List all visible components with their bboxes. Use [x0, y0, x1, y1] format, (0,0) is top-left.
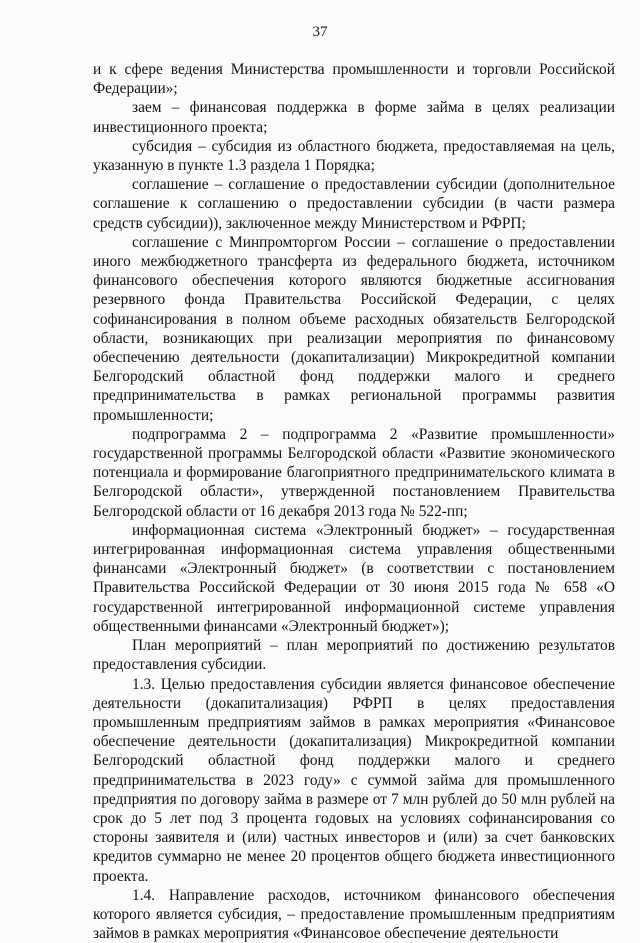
- paragraph-continuation: и к сфере ведения Министерства промышленности и торговли Российской Федерации»;: [93, 61, 615, 98]
- definition-agreement-minpromtorg: соглашение с Минпромторгом России – соглашение о предоставлении иного межбюджетного трансферта из федерального бюджета, источником финансового обеспечения которого являются бюджетные ассигнования резервного фонда Правительства Российской Федерации, с целях софинансирования в полном объеме расходных обязательств Белгородской области, возникающих при реализации мероприятия по финансовому обеспечению деятельности (докапитализации) Микрокредитной компании Белгородский областной фонд поддержки малого и среднего предпринимательства в рамках региональной программы развития промышленности;: [93, 233, 615, 424]
- section-1-3-purpose: 1.3. Целью предоставления субсидии является финансовое обеспечение деятельности (докапитализация) РФРП в целях предоставления промышленным предприятиям займов в рамках мероприятия «Финансовое обеспечение деятельности (докапитализация) Микрокредитной компании Белгородский областной фонд поддержки малого и среднего предпринимательства в 2023 году» с суммой займа для промышленного предприятия по договору займа в размере от 7 млн рублей до 50 млн рублей на срок до 5 лет под 3 процента годовых на условиях софинансирования со стороны заявителя и (или) частных инвесторов и (или) за счет банковских кредитов суммарно не менее 20 процентов общего бюджета инвестиционного проекта.: [93, 675, 615, 885]
- definition-subsidy: субсидия – субсидия из областного бюджета, предоставляемая на цель, указанную в пункте 1.3 раздела 1 Порядка;: [93, 137, 615, 175]
- page-number: 37: [312, 24, 328, 40]
- document-body: [93, 60, 615, 943]
- definition-action-plan: План мероприятий – план мероприятий по достижению результатов предоставления субсидии.: [93, 637, 615, 674]
- section-1-4-direction: 1.4. Направление расходов, источником финансового обеспечения которого является субсидия, – предоставление промышленным предприятиям займов в рамках мероприятия «Финансовое обеспечение деятельности: [93, 886, 615, 943]
- definition-subprogram-2: подпрограмма 2 – подпрограмма 2 «Развитие промышленности» государственной программы Белгородской области «Развитие экономического потенциала и формирование благоприятного предпринимательского климата в Белгородской области», утвержденной постановлением Правительства Белгородской области от 16 декабря 2013 года № 522-пп;: [93, 425, 615, 520]
- definition-loan: заем – финансовая поддержка в форме займа в целях реализации инвестиционного проекта;: [93, 99, 615, 136]
- definition-electronic-budget: информационная система «Электронный бюджет» – государственная интегрированная информационная система управления общественными финансами «Электронный бюджет» (в соответствии с постановлением Правительства Российской Федерации от 30 июня 2015 года № 658 «О государственной интегрированной информационной системе управления общественными финансами «Электронный бюджет»);: [93, 521, 615, 635]
- definition-agreement: соглашение – соглашение о предоставлении субсидии (дополнительное соглашение к соглашению о предоставлении субсидии (в части размера средств субсидии)), заключенное между Министерством и РФРП;: [93, 176, 615, 232]
